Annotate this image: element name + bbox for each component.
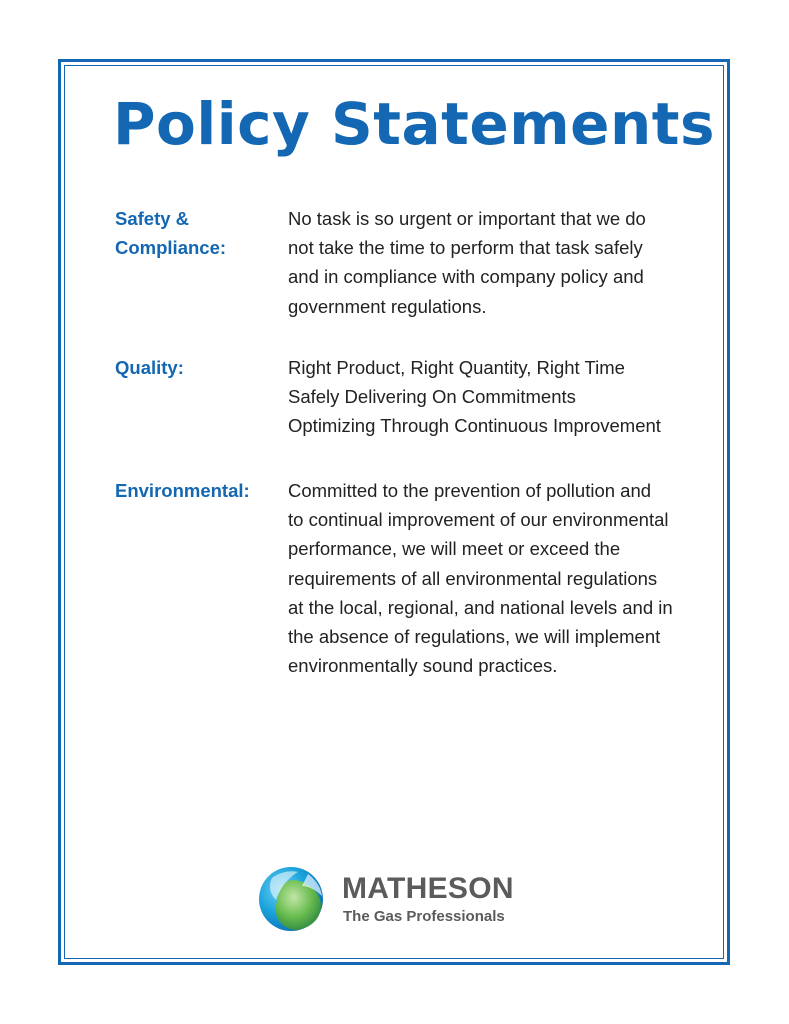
text-line: Committed to the prevention of pollution and <box>288 480 652 501</box>
text-line: performance, we will meet or exceed the <box>288 538 621 560</box>
label-line: Environmental: <box>115 480 250 501</box>
label-line: Safety & <box>115 208 190 229</box>
text-line: government regulations. <box>288 295 487 317</box>
section-text <box>288 476 718 680</box>
section-label <box>115 476 280 505</box>
brand-name: MATHESON <box>342 872 514 905</box>
section-label <box>115 204 280 262</box>
matheson-globe-logo-icon <box>258 866 324 932</box>
text-line: the absence of regulations, we will implement <box>288 626 661 648</box>
section-text <box>288 204 718 321</box>
text-line: No task is so urgent or important that we do <box>288 208 646 229</box>
text-line: Right Product, Right Quantity, Right Time <box>288 357 625 378</box>
text-line: at the local, regional, and national levels and in <box>288 596 673 618</box>
brand-tagline: The Gas Professionals <box>343 908 505 925</box>
page-title: Policy Statements <box>113 90 716 158</box>
matheson-logo <box>258 866 538 936</box>
text-line: not take the time to perform that task safely <box>288 237 643 259</box>
label-line: Quality: <box>115 357 184 378</box>
text-line: environmentally sound practices. <box>288 655 558 677</box>
section-label <box>115 353 280 382</box>
text-line: Safely Delivering On Commitments <box>288 386 576 408</box>
text-line: requirements of all environmental regulations <box>288 567 658 589</box>
section-text <box>288 353 718 441</box>
text-line: and in compliance with company policy and <box>288 266 644 288</box>
text-line: Optimizing Through Continuous Improvement <box>288 415 661 437</box>
text-line: to continual improvement of our environmental <box>288 509 669 531</box>
label-line: Compliance: <box>115 237 227 258</box>
